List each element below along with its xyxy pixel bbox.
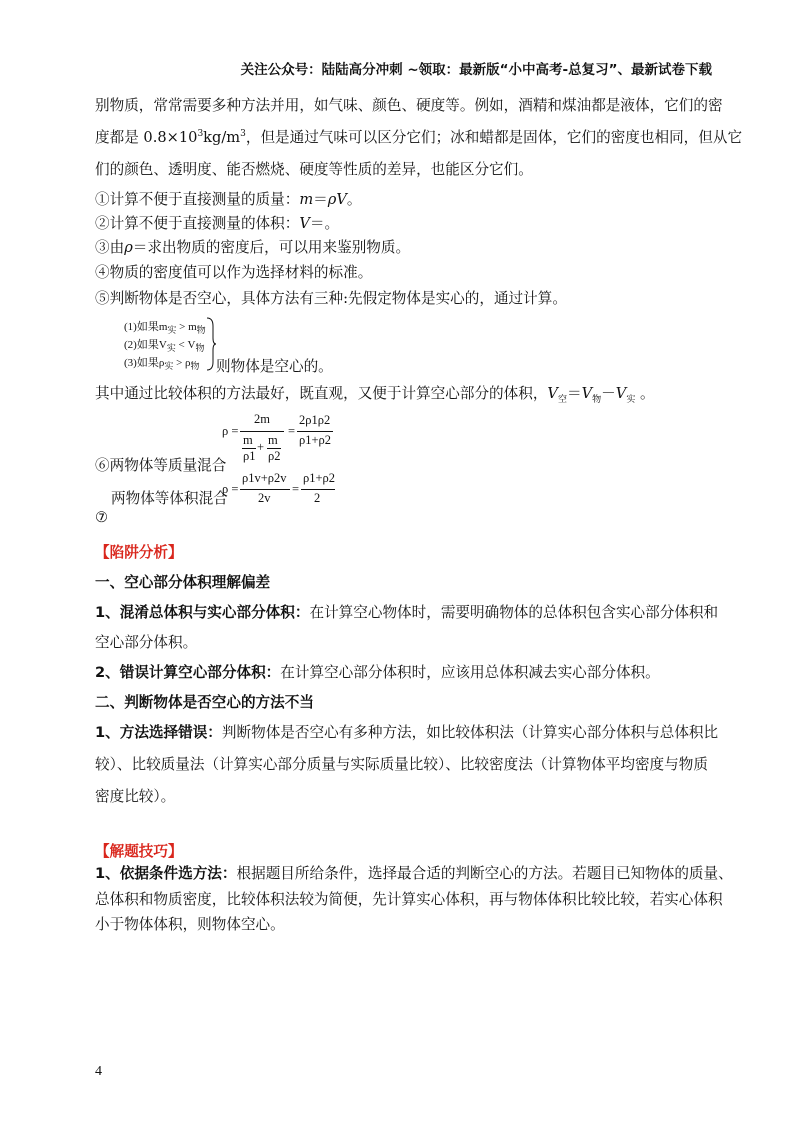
trap-point-3-cont-2: 密度比较）。 <box>95 788 176 805</box>
item-1: ①计算不便于直接测量的质量：m＝ρV。 <box>95 191 362 208</box>
trap-point-1: 1、混淆总体积与实心部分体积：在计算空心物体时，需要明确物体的总体积包含实心部分体积和 <box>95 604 719 621</box>
formula2-right-den: 2 <box>314 491 321 505</box>
formula2-right-num: ρ1+ρ2 <box>303 471 336 485</box>
formula1-den-b: m <box>268 433 278 447</box>
trap-point-3: 1、方法选择错误：判断物体是否空心有多种方法，如比较体积法（计算实心部分体积与总体积比 <box>95 724 719 741</box>
formula2-label: 两物体等体积混合 <box>111 490 228 507</box>
formula1-den-a-bottom: ρ1 <box>243 449 256 463</box>
formula2-numerator: ρ1v+ρ2v <box>242 471 287 485</box>
tips-point-1-cont-2: 小于物体体积，则物体空心。 <box>95 916 285 933</box>
formula1-right-bar <box>297 431 333 432</box>
item-7-mark: ⑦ <box>95 509 109 526</box>
page-number: 4 <box>95 1064 102 1079</box>
item-4: ④物质的密度值可以作为选择材料的标准。 <box>95 264 373 281</box>
para-line-3: 们的颜色、透明度、能否燃烧、硬度等性质的差异，也能区分它们。 <box>95 161 533 178</box>
trap-heading-1: 一、空心部分体积理解偏差 <box>95 574 271 591</box>
condition-2: (2)如果$V_实 < V_物$ <box>124 339 205 354</box>
formula2-rho: ρ = <box>222 482 239 496</box>
tips-point-1-cont-1: 总体积和物质密度，比较体积法较为简便，先计算实心体积，再与物体体积比较比较，若实心体积 <box>95 891 723 908</box>
item-2: ②计算不便于直接测量的体积：V＝。 <box>95 215 340 232</box>
formula2-denominator: 2v <box>258 491 271 505</box>
formula1-den-plus: + <box>257 440 265 454</box>
formula1-right-den: ρ1+ρ2 <box>299 433 332 447</box>
trap-point-2: 2、错误计算空心部分体积：在计算空心部分体积时，应该用总体积减去实心部分体积。 <box>95 664 660 681</box>
formula2-fraction-bar <box>240 489 290 490</box>
formula1-numerator: 2m <box>254 412 270 426</box>
trap-point-1-cont: 空心部分体积。 <box>95 634 198 651</box>
formula1-right-num: 2ρ1ρ2 <box>299 413 331 427</box>
item-3: ③由ρ＝求出物质的密度后，可以用来鉴别物质。 <box>95 239 411 256</box>
para-line-2: 度都是 $0.8\times 10^3kg/m^3$，但是通过气味可以区分它们；冰和蜡都是固体，它们的密度也相同，但从它 <box>95 129 743 146</box>
condition-3: (3)如果$\rho_实 > \rho_物$ <box>124 357 200 372</box>
formula2-equals: = <box>292 482 300 496</box>
formula1-den-a: m <box>243 433 253 447</box>
formula1-equals: = <box>288 424 296 438</box>
tips-title: 【解题技巧】 <box>95 843 183 860</box>
formula1-den-b-bottom: ρ2 <box>268 449 281 463</box>
trap-title: 【陷阱分析】 <box>95 544 183 561</box>
best-method-line: 其中通过比较体积的方法最好，既直观，又便于计算空心部分的体积，$V_空=V_物-V_实$ 。 <box>95 385 655 405</box>
condition-1: (1)如果$m_实 > m_物$ <box>124 321 206 336</box>
formula1-fraction-bar <box>240 431 284 432</box>
tips-point-1: 1、依据条件选方法：根据题目所给条件，选择最合适的判断空心的方法。若题目已知物体的质量、 <box>95 865 733 882</box>
para-line-1: 别物质，常常需要多种方法并用，如气味、颜色、硬度等。例如，酒精和煤油都是液体，它们的密 <box>95 97 723 114</box>
trap-heading-2: 二、判断物体是否空心的方法不当 <box>95 694 314 711</box>
item-5: ⑤判断物体是否空心，具体方法有三种:先假定物体是实心的，通过计算。 <box>95 290 567 307</box>
formula1-label: ⑥两物体等质量混合 <box>95 457 227 474</box>
formula2-right-bar <box>301 489 335 490</box>
page-header: 关注公众号：陆陆高分冲刺 ~领取：最新版“小中高考-总复习”、最新试卷下载 <box>240 62 712 78</box>
hollow-result: 则物体是空心的。 <box>216 358 333 375</box>
trap-point-3-cont-1: 较）、比较质量法（计算实心部分质量与实际质量比较）、比较密度法（计算物体平均密度与物质 <box>95 756 708 773</box>
formula1-rho: ρ = <box>222 424 239 438</box>
